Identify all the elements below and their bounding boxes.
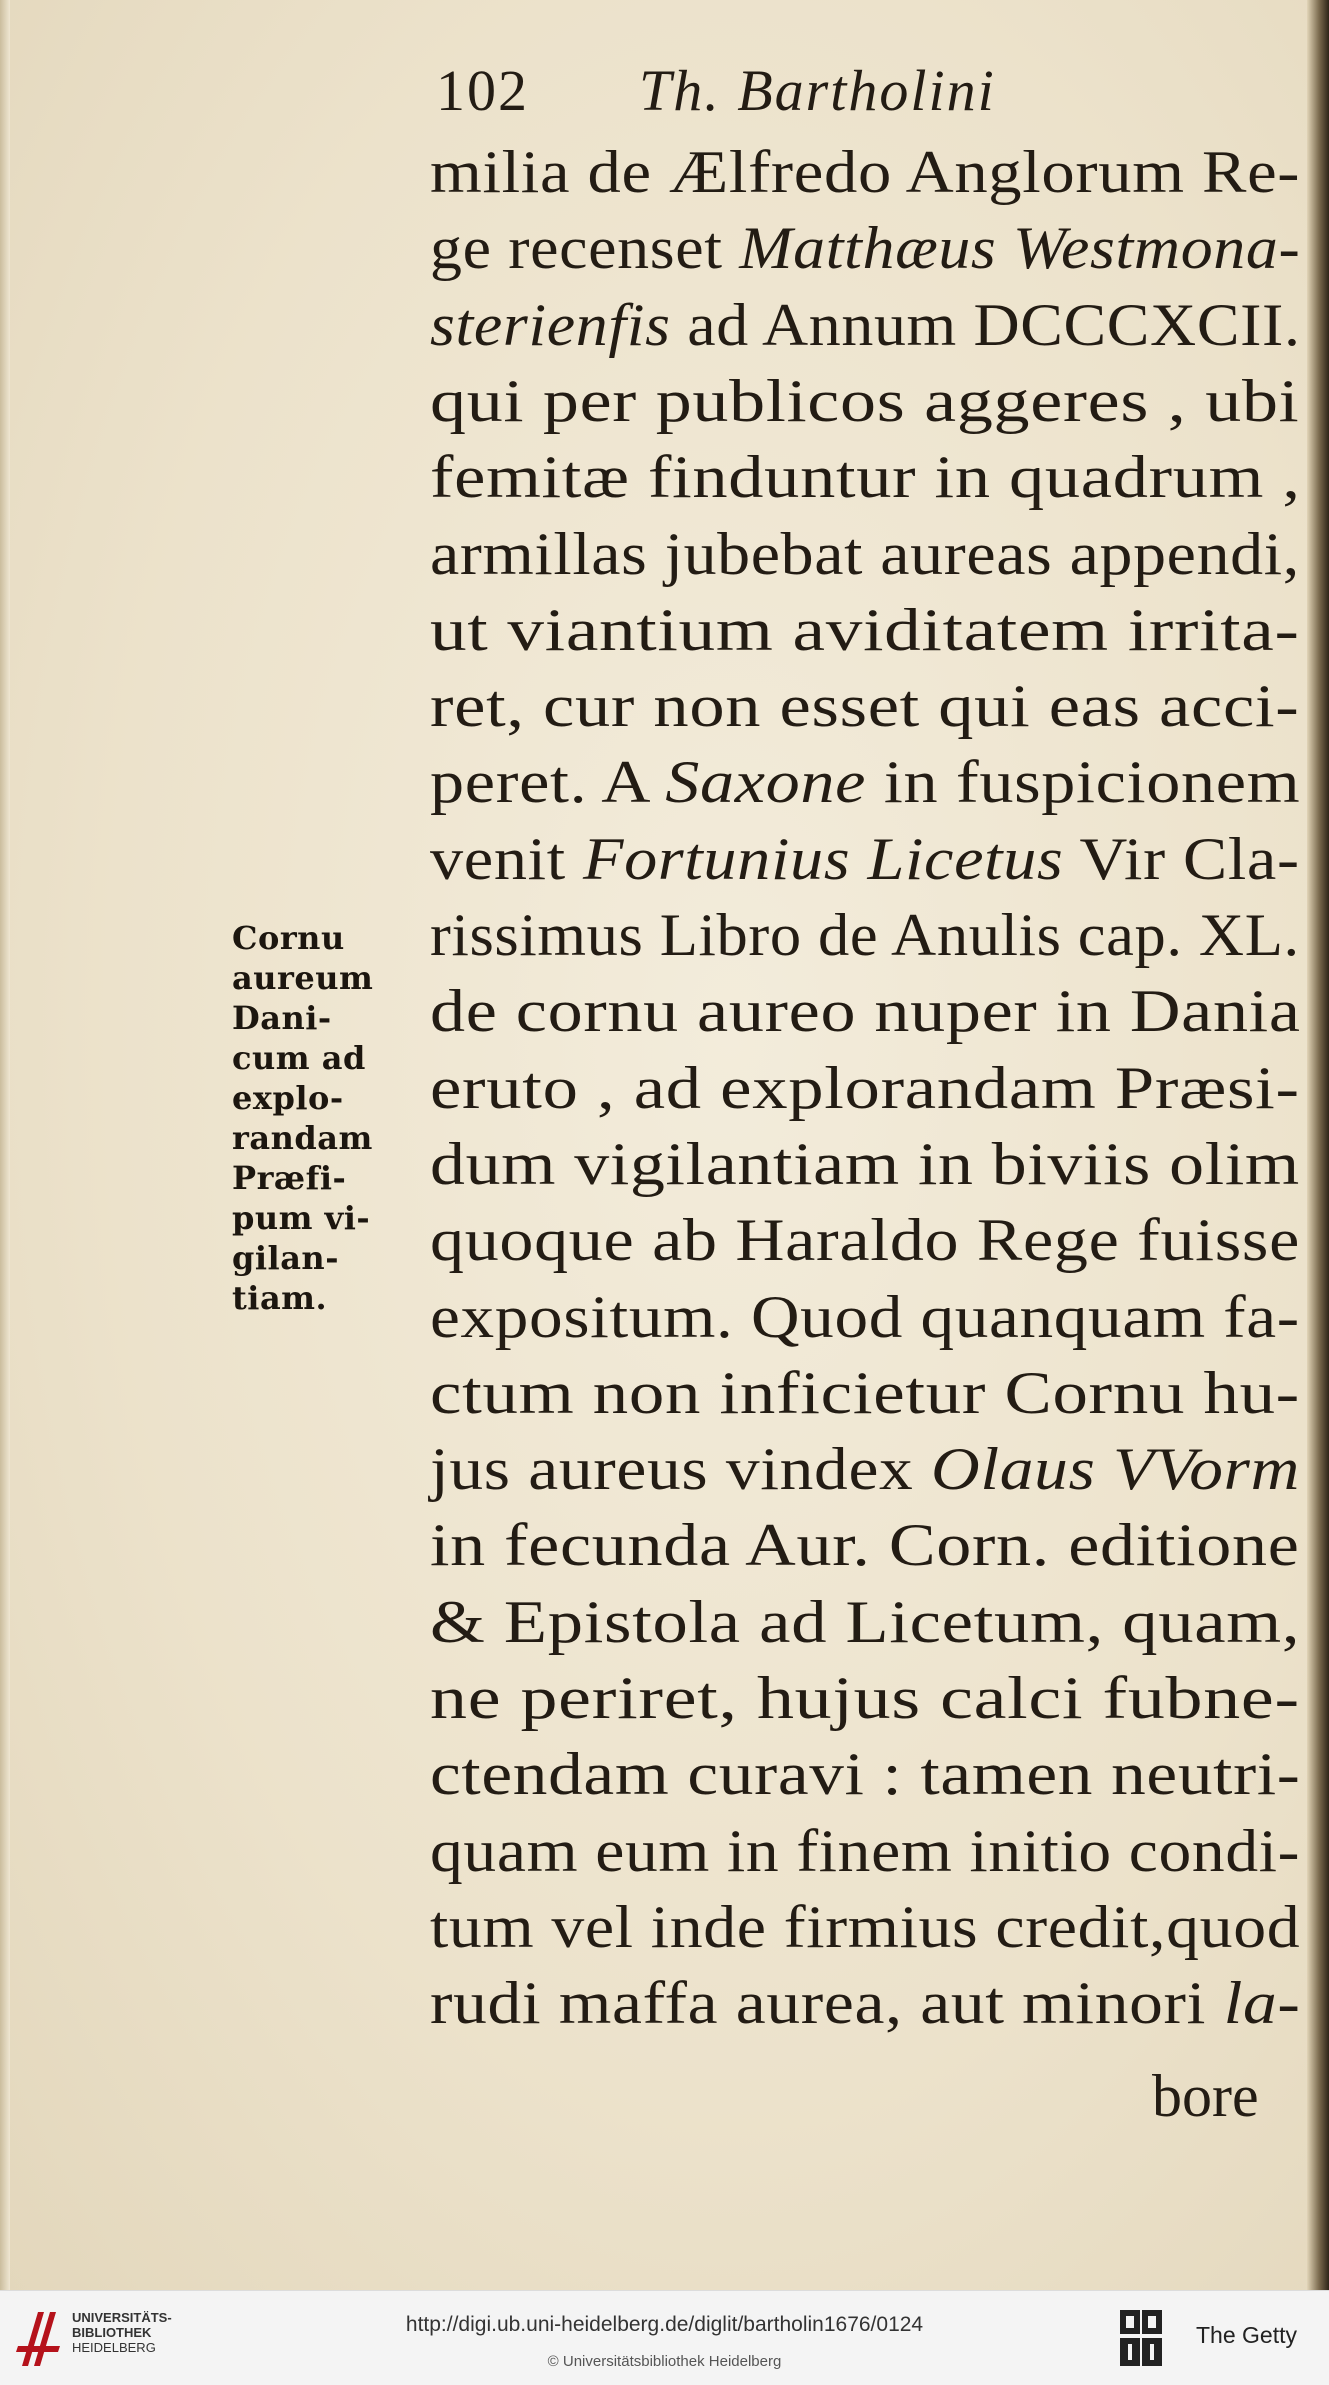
margin-note-line: randam [232,1119,373,1157]
roman-text: de cornu aureo nuper in Dania [430,978,1301,1045]
text-line [430,1436,1300,1503]
roman-text: ad Annum DCCCXCII. [670,291,1301,358]
text-line [430,1359,1300,1426]
italic-text: Saxone [665,749,867,816]
library-name-line: HEIDELBERG [72,2340,156,2355]
text-line [430,1970,1301,2037]
roman-text: ne periret, hujus calci fubne- [430,1665,1300,1731]
italic-text: Fortunius Licetus [582,825,1064,892]
text-line [430,1283,1300,1350]
roman-text: rudi maffa aurea, aut minori [430,1970,1224,2037]
library-name-line: BIBLIOTHEK [72,2325,152,2340]
text-line [430,1588,1301,1655]
text-line [430,1054,1300,1121]
roman-text: ctendam curavi : tamen neutri- [430,1741,1301,1808]
text-line [430,215,1301,282]
margin-note-line: aureum [232,959,374,997]
roman-text: rissimus Libro de Anulis cap. XL. [430,902,1300,968]
roman-text: qui per publicos aggeres , ubi [430,367,1300,434]
roman-text: dum vigilantiam in biviis olim [430,1130,1300,1197]
page-edge-shadow [1307,0,1329,2290]
text-line [430,596,1300,663]
text-line [430,1512,1300,1579]
roman-text: peret. A [430,749,666,816]
margin-note-line: gilan- [232,1239,339,1277]
roman-text: armillas jubebat aureas appendi, [430,520,1300,587]
text-line [430,902,1300,968]
page-number: 102 [436,58,529,123]
text-line [430,367,1300,434]
catchword: bore [1152,2063,1259,2129]
margin-note-line: Cornu [232,919,345,957]
roman-text: quam eum in finem initio condi- [430,1817,1301,1884]
margin-note [232,918,373,1318]
text-line [430,139,1301,205]
roman-text: ret, cur non esset qui eas acci- [430,673,1300,740]
margin-note-line: cum ad [232,1039,366,1077]
page-gutter-shadow [0,0,10,2290]
text-line [430,749,1301,816]
roman-text: & Epistola ad Licetum, quam, [430,1588,1301,1655]
roman-text: eruto , ad explorandam Præsi- [430,1054,1300,1121]
roman-text: milia de Ælfredo Anglorum Re- [430,139,1301,205]
margin-note-line: tiam. [232,1279,328,1317]
roman-text: ctum non inficietur Cornu hu- [430,1359,1300,1426]
text-line [430,825,1300,892]
text-line [430,1893,1301,1960]
roman-text: in fuspicionem [866,749,1301,816]
running-head: Th. Bartholini [639,58,996,123]
italic-text: Matthæus Westmona- [739,215,1301,282]
roman-text: ge recenset [430,215,740,282]
text-line [430,1207,1300,1274]
text-line [430,520,1300,587]
roman-text: jus aureus vindex [430,1436,931,1503]
text-line [430,978,1301,1045]
roman-text: ut viantium aviditatem irrita- [430,596,1300,663]
margin-note-line: Dani- [232,999,332,1037]
text-line [430,444,1301,511]
roman-text: venit [430,825,583,892]
italic-text: sterienfis [430,291,671,358]
page-header [436,58,996,123]
partner-name: The Getty [1196,2322,1297,2348]
roman-text: tum vel inde firmius credit,quod [430,1893,1301,1960]
text-line [430,1817,1301,1884]
roman-text: in fecunda Aur. Corn. editione [430,1512,1300,1579]
margin-note-line: pum vi- [232,1199,371,1237]
library-name-line: UNIVERSITÄTS- [72,2310,172,2325]
margin-note-line: Præfi- [232,1159,347,1197]
margin-note-line: explo- [232,1079,344,1117]
text-line [430,1130,1300,1197]
roman-text: expositum. Quod quanquam fa- [430,1283,1300,1350]
italic-text: Olaus VVorm [930,1436,1300,1503]
text-line [430,291,1301,358]
text-line [430,1665,1300,1731]
roman-text: Vir Cla- [1063,825,1300,892]
text-line [430,1741,1301,1808]
text-line [430,673,1300,740]
copyright-notice: © Universitätsbibliothek Heidelberg [547,2353,782,2370]
getty-logo-icon [1118,2306,1164,2370]
roman-text: quoque ab Haraldo Rege fuisse [430,1207,1300,1274]
italic-text: la- [1223,1970,1301,2037]
permalink-url[interactable]: http://digi.ub.uni-heidelberg.de/diglit/bartholin1676/0124 [405,2313,924,2336]
roman-text: femitæ finduntur in quadrum , [430,444,1301,511]
